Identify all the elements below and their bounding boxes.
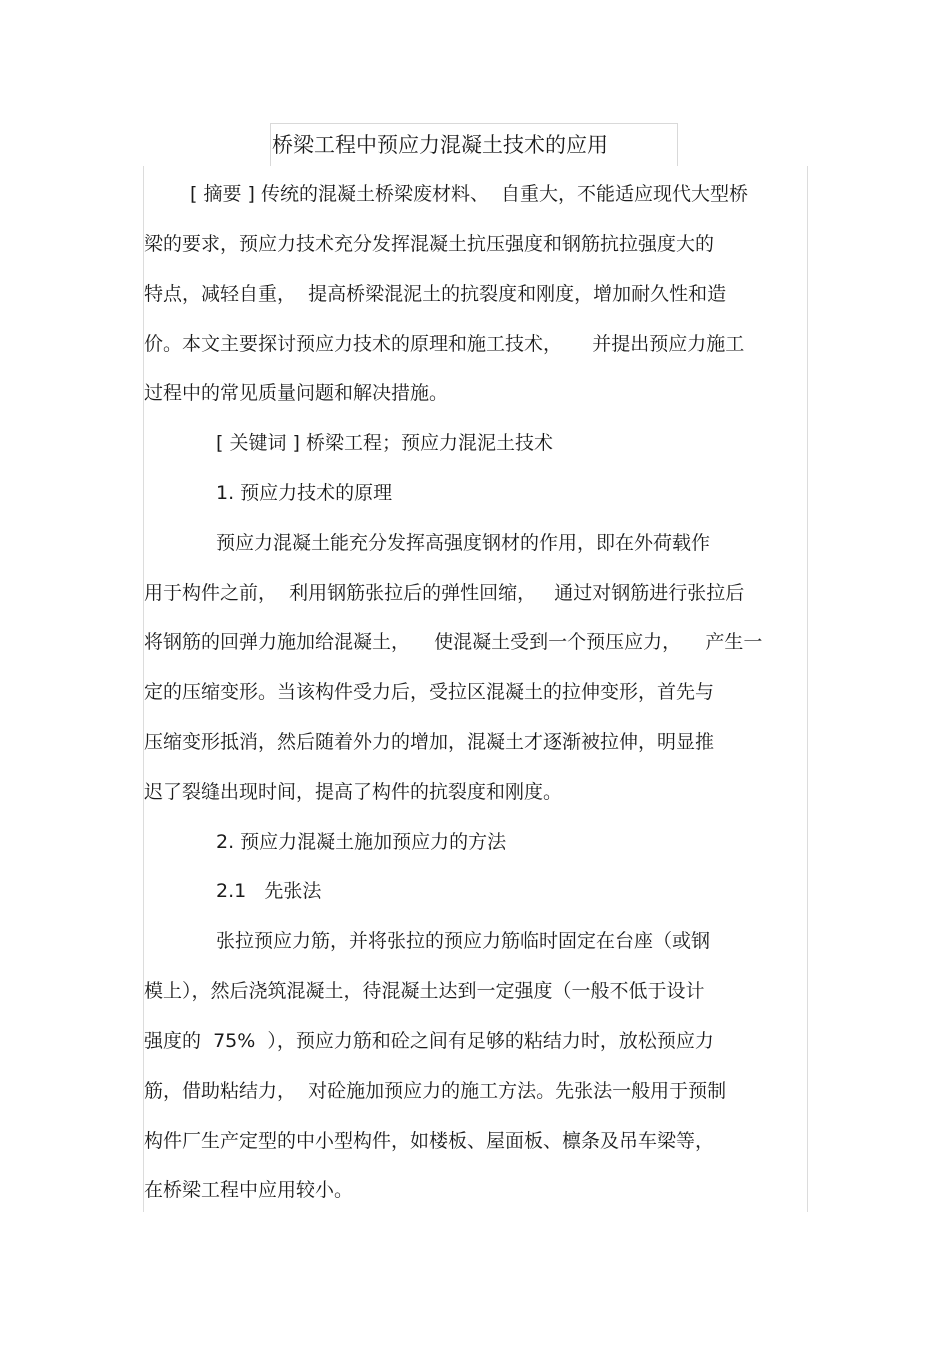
abstract-line: 特点，减轻自重， 提高桥梁混泥土的抗裂度和刚度，增加耐久性和造 [144,283,727,305]
body-line: 用于构件之前， 利用钢筋张拉后的弹性回缩， 通过对钢筋进行张拉后 [144,582,745,604]
page-border-right [807,166,808,1212]
abstract-line: 过程中的常见质量问题和解决措施。 [144,382,449,404]
body-line: 张拉预应力筋，并将张拉的预应力筋临时固定在台座（或钢 [216,930,711,952]
subsection-heading: 2.1 先张法 [216,880,322,902]
body-line: 将钢筋的回弹力施加给混凝土， 使混凝土受到一个预压应力， 产生一 [144,631,763,653]
section-heading: 1. 预应力技术的原理 [216,482,393,504]
body-line: 压缩变形抵消，然后随着外力的增加，混凝土才逐渐被拉伸，明显推 [144,731,715,753]
abstract-line: 价。本文主要探讨预应力技术的原理和施工技术， 并提出预应力施工 [144,333,745,355]
body-line: 构件厂生产定型的中小型构件，如楼板、屋面板、檩条及吊车梁等， [144,1130,715,1152]
abstract-line: 梁的要求，预应力技术充分发挥混凝土抗压强度和钢筋抗拉强度大的 [144,233,715,255]
body-line: 模上），然后浇筑混凝土，待混凝土达到一定强度（一般不低于设计 [144,980,705,1002]
body-line: 筋，借助粘结力， 对砼施加预应力的施工方法。先张法一般用于预制 [144,1080,727,1102]
body-line: 在桥梁工程中应用较小。 [144,1179,354,1201]
body-line: 强度的 75% ），预应力筋和砼之间有足够的粘结力时，放松预应力 [144,1030,714,1052]
document-title: 桥梁工程中预应力混凝土技术的应用 [272,133,608,157]
section-heading: 2. 预应力混凝土施加预应力的方法 [216,831,507,853]
body-line: 迟了裂缝出现时间，提高了构件的抗裂度和刚度。 [144,781,563,803]
abstract-line: [ 摘要 ] 传统的混凝土桥梁废材料、 自重大，不能适应现代大型桥 [190,183,749,205]
body-line: 预应力混凝土能充分发挥高强度钢材的作用，即在外荷载作 [216,532,711,554]
body-line: 定的压缩变形。当该构件受力后，受拉区混凝土的拉伸变形，首先与 [144,681,715,703]
keywords-line: [ 关键词 ] 桥梁工程；预应力混泥土技术 [216,432,553,454]
